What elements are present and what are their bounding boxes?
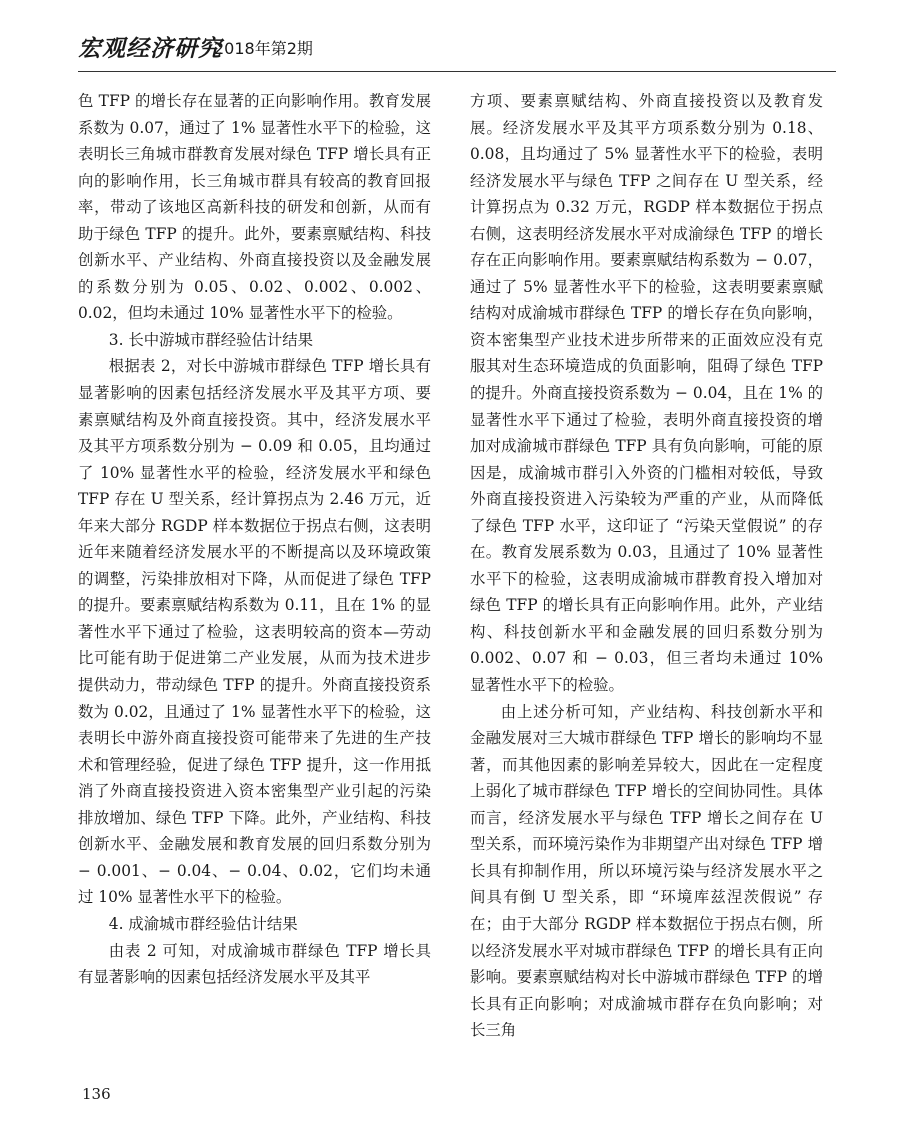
paragraph: 由上述分析可知，产业结构、科技创新水平和金融发展对三大城市群绿色 TFP 增长的影响均不显著，而其他因素的影响差异较大，因此在一定程度上弱化了城市群绿色 TFP 增长的空间协同性。具体而言，经济发展水平与绿色 TFP 增长之间存在 U 型关系，而环境污染作为非期望产出对绿色 TFP 增长具有抑制作用，所以环境污染与经济发展水平之间具有倒 U 型关系，即 “环境库兹涅茨假说” 存在；由于大部分 RGDP 样本数据位于拐点右侧，所以经济发展水平对城市群绿色 TFP 的增长具有正向影响。要素禀赋结构对长中游城市群绿色 TFP 的增长具有正向影响；对成渝城市群存在负向影响；对长三角 xyxy=(470,702,823,1040)
running-header xyxy=(78,30,838,70)
paragraph: 色 TFP 的增长存在显著的正向影响作用。教育发展系数为 0.07，通过了 1% 显著性水平下的检验，这表明长三角城市群教育发展对绿色 TFP 增长具有正向的影响作用，长三角城市群具有较高的教育回报率，带动了该地区高新科技的研发和创新，从而有助于绿色 TFP 的提升。此外，要素禀赋结构、科技创新水平、产业结构、外商直接投资以及金融发展的系数分别为 0.05、0.02、0.002、0.002、0.02，但均未通过 10% 显著性水平下的检验。 xyxy=(78,92,431,323)
section-heading: 3. 长中游城市群经验估计结果 xyxy=(108,330,314,349)
journal-title: 宏观经济研究 xyxy=(78,35,222,62)
issue-label: 2018年第2期 xyxy=(214,39,313,58)
right-column xyxy=(470,88,823,1044)
page-number: 136 xyxy=(82,1085,111,1103)
header-rule xyxy=(78,71,836,72)
paragraph: 根据表 2，对长中游城市群绿色 TFP 增长具有显著影响的因素包括经济发展水平及其平方项、要素禀赋结构及外商直接投资。其中，经济发展水平及其平方项系数分别为 − 0.09 和 0.05，且均通过了 10% 显著性水平的检验，经济发展水平和绿色 TFP 存在 U 型关系，经计算拐点为 2.46 万元，近年来大部分 RGDP 样本数据位于拐点右侧，这表明近年来随着经济发展水平的不断提高以及环境政策的调整，污染排放相对下降，从而促进了绿色 TFP 的提升。要素禀赋结构系数为 0.11，且在 1% 的显著性水平下通过了检验，这表明较高的资本—劳动比可能有助于促进第二产业发展，从而为技术进步提供动力，带动绿色 TFP 的提升。外商直接投资系数为 0.02，且通过了 1% 显著性水平下的检验，这表明长中游外商直接投资可能带来了先进的生产技术和管理经验，促进了绿色 TFP 提升，这一作用抵消了外商直接投资进入资本密集型产业引起的污染排放增加、绿色 TFP 下降。此外，产业结构、科技创新水平、金融发展和教育发展的回归系数分别为 − 0.001、− 0.04、− 0.04、0.02，它们均未通过 10% 显著性水平下的检验。 xyxy=(78,357,431,907)
section-heading: 4. 成渝城市群经验估计结果 xyxy=(108,914,298,933)
paragraph: 由表 2 可知，对成渝城市群绿色 TFP 增长具有显著影响的因素包括经济发展水平及其平 xyxy=(78,941,431,987)
paragraph: 方项、要素禀赋结构、外商直接投资以及教育发展。经济发展水平及其平方项系数分别为 0.18、0.08，且均通过了 5% 显著性水平下的检验，表明经济发展水平与绿色 TFP 之间存在 U 型关系，经计算拐点为 0.32 万元，RGDP 样本数据位于拐点右侧，这表明经济发展水平对成渝绿色 TFP 的增长存在正向影响作用。要素禀赋结构系数为 − 0.07，通过了 5% 显著性水平下的检验，这表明要素禀赋结构对成渝城市群绿色 TFP 的增长存在负向影响，资本密集型产业技术进步所带来的正面效应没有克服其对生态环境造成的负面影响，阻碍了绿色 TFP 的提升。外商直接投资系数为 − 0.04，且在 1% 的显著性水平下通过了检验，表明外商直接投资的增加对成渝城市群绿色 TFP 具有负向影响，可能的原因是，成渝城市群引入外资的门槛相对较低，导致外商直接投资进入污染较为严重的产业，从而降低了绿色 TFP 水平，这印证了 “污染天堂假说” 的存在。教育发展系数为 0.03，且通过了 10% 显著性水平下的检验，这表明成渝城市群教育投入增加对绿色 TFP 的增长具有正向影响作用。此外，产业结构、科技创新水平和金融发展的回归系数分别为 0.002、0.07 和 − 0.03，但三者均未通过 10% 显著性水平下的检验。 xyxy=(470,92,823,695)
left-column xyxy=(78,88,431,991)
